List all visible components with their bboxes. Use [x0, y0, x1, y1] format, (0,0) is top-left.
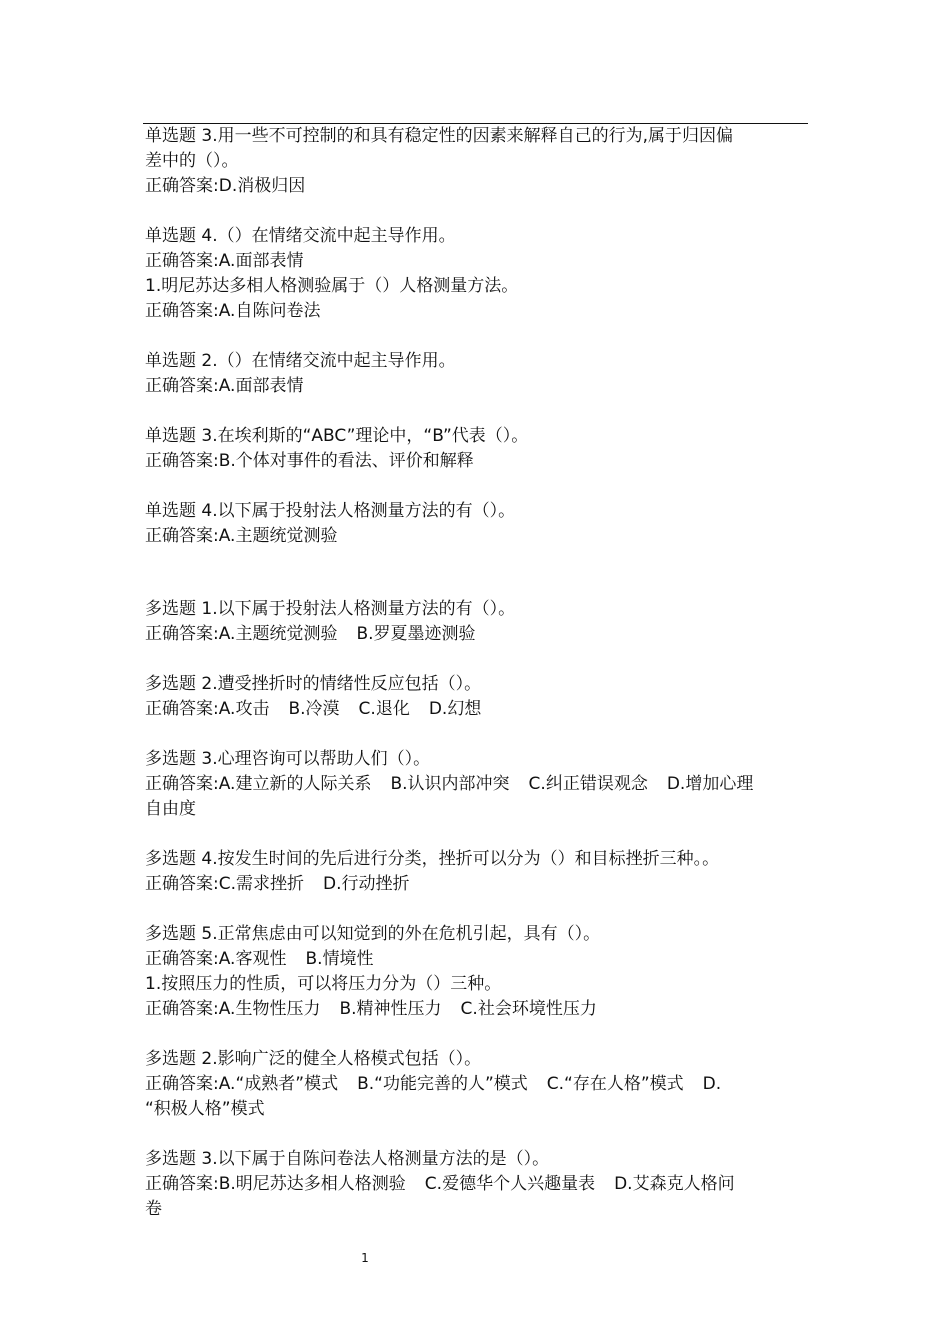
- question-line: 单选题 2.（）在情绪交流中起主导作用。: [145, 351, 456, 371]
- page-number: 1: [361, 1251, 369, 1265]
- question-line: 1.按照压力的性质，可以将压力分为（）三种。: [145, 974, 502, 994]
- answer-option: 正确答案:A.主题统觉测验: [145, 624, 338, 644]
- answer-option: D.艾森克人格问: [614, 1174, 735, 1194]
- answer-line: [145, 947, 810, 972]
- answer-line: [145, 1172, 810, 1197]
- answer-line: 自由度: [145, 799, 196, 819]
- paragraph-gap: [145, 324, 810, 349]
- answer-line: 正确答案:A.面部表情: [145, 251, 304, 271]
- paragraph-gap: [145, 199, 810, 224]
- answer-line: 正确答案:B.个体对事件的看法、评价和解释: [145, 451, 474, 471]
- question-line: 多选题 3.心理咨询可以帮助人们（）。: [145, 749, 431, 769]
- answer-line: [145, 997, 810, 1022]
- answer-option: 正确答案:A.客观性: [145, 949, 287, 969]
- answer-line: 正确答案:A.主题统觉测验: [145, 526, 338, 546]
- question-line: 单选题 3.用一些不可控制的和具有稳定性的因素来解释自己的行为,属于归因偏: [145, 126, 734, 146]
- answer-option: 正确答案:C.需求挫折: [145, 874, 305, 894]
- answer-line: 正确答案:D.消极归因: [145, 176, 306, 196]
- answer-line: 卷: [145, 1199, 162, 1219]
- question-line: 单选题 4.以下属于投射法人格测量方法的有（）。: [145, 501, 516, 521]
- answer-option: D.: [702, 1074, 722, 1094]
- question-line: 单选题 4.（）在情绪交流中起主导作用。: [145, 226, 456, 246]
- paragraph-gap: [145, 722, 810, 747]
- question-line: 差中的（）。: [145, 151, 239, 171]
- answer-option: D.幻想: [428, 699, 482, 719]
- answer-option: C.社会环境性压力: [460, 999, 597, 1019]
- answer-option: 正确答案:B.明尼苏达多相人格测验: [145, 1174, 406, 1194]
- question-line: 多选题 4.按发生时间的先后进行分类，挫折可以分为（）和目标挫折三种。。: [145, 849, 720, 869]
- question-line: 多选题 2.遭受挫折时的情绪性反应包括（）。: [145, 674, 482, 694]
- answer-option: B.情境性: [305, 949, 374, 969]
- question-line: 多选题 1.以下属于投射法人格测量方法的有（）。: [145, 599, 516, 619]
- answer-option: 正确答案:A.“成熟者”模式: [145, 1074, 339, 1094]
- answer-option: B.“功能完善的人”模式: [357, 1074, 528, 1094]
- question-line: 单选题 3.在埃利斯的“ABC”理论中，“B”代表（）。: [145, 426, 529, 446]
- question-line: 多选题 5.正常焦虑由可以知觉到的外在危机引起，具有（）。: [145, 924, 601, 944]
- answer-option: C.“存在人格”模式: [546, 1074, 684, 1094]
- answer-option: C.爱德华个人兴趣量表: [424, 1174, 596, 1194]
- answer-option: B.冷漠: [288, 699, 340, 719]
- answer-line: [145, 697, 810, 722]
- paragraph-gap: [145, 647, 810, 672]
- paragraph-gap: [145, 897, 810, 922]
- question-line: 1.明尼苏达多相人格测验属于（）人格测量方法。: [145, 276, 519, 296]
- paragraph-gap: [145, 822, 810, 847]
- answer-line: [145, 622, 810, 647]
- answer-line: [145, 772, 810, 797]
- answer-option: B.罗夏墨迹测验: [356, 624, 476, 644]
- answer-line: [145, 1072, 810, 1097]
- paragraph-gap: [145, 1022, 810, 1047]
- answer-option: 正确答案:A.生物性压力: [145, 999, 321, 1019]
- question-line: 多选题 2.影响广泛的健全人格模式包括（）。: [145, 1049, 482, 1069]
- answer-option: 正确答案:A.攻击: [145, 699, 270, 719]
- answer-option: B.精神性压力: [339, 999, 442, 1019]
- answer-option: D.行动挫折: [323, 874, 410, 894]
- paragraph-gap: [145, 549, 810, 597]
- answer-line: [145, 872, 810, 897]
- document-content: [145, 124, 810, 1222]
- answer-option: B.认识内部冲突: [390, 774, 510, 794]
- paragraph-gap: [145, 474, 810, 499]
- answer-line: 正确答案:A.自陈问卷法: [145, 301, 321, 321]
- answer-option: C.退化: [358, 699, 410, 719]
- answer-option: D.增加心理: [666, 774, 754, 794]
- paragraph-gap: [145, 399, 810, 424]
- answer-line: “积极人格”模式: [145, 1099, 265, 1119]
- answer-option: 正确答案:A.建立新的人际关系: [145, 774, 372, 794]
- question-line: 多选题 3.以下属于自陈问卷法人格测量方法的是（）。: [145, 1149, 550, 1169]
- paragraph-gap: [145, 1122, 810, 1147]
- answer-line: 正确答案:A.面部表情: [145, 376, 304, 396]
- answer-option: C.纠正错误观念: [528, 774, 648, 794]
